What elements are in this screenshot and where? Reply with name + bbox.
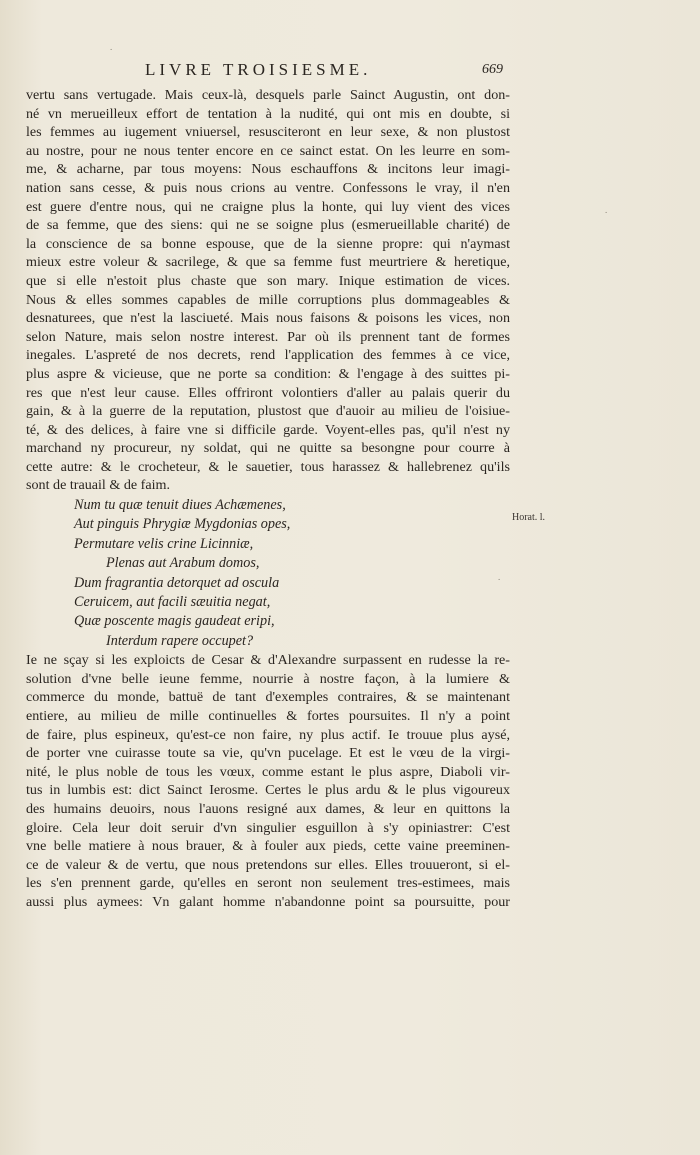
text-line: marchand ny procureur, ny soldat, qui ne quitte sa besongne pour courre à	[26, 440, 510, 457]
text-line: sont de trauail & de faim.	[26, 477, 171, 494]
verse-line: Ceruicem, aut facili sæuitia negat,	[74, 594, 271, 611]
text-line: la conscience de sa bonne espouse, que de la sienne propre: qui n'aymast	[26, 235, 510, 252]
text-line: solution d'vne belle ieune femme, nourrie à nostre façon, à la lumiere &	[26, 670, 510, 687]
text-line: au nostre, pour ne nous tenter encore en ce sainct estat. On les leurre en som-	[26, 142, 510, 159]
latin-verse-quote	[26, 495, 510, 651]
text-line: les s'en prennent garde, qu'elles en seront non seulement tres-estimees, mais	[26, 875, 510, 892]
text-line: ce de valeur & de vertu, que nous pretendons sur elles. Elles trouueront, si el-	[26, 856, 510, 873]
text-line: de faire, plus espineux, qu'est-ce non faire, ny plus actif. Ie trouue plus aysé,	[26, 726, 510, 743]
text-line: selon Nature, mais selon nostre interest. Par où ils prennent tant de formes	[26, 328, 510, 345]
verse-line: Num tu quæ tenuit diues Achæmenes,	[74, 497, 286, 514]
paragraph-1	[26, 86, 510, 495]
text-line: tus in lumbis est: dict Sainct Ierosme. Certes le plus ardu & le plus vigoureux	[26, 782, 510, 799]
text-line: res que n'est leur cause. Elles offriront volontiers d'aller au palais querir du	[26, 384, 510, 401]
text-line: vne belle matiere à nous brauer, & à fouler aux pieds, cette vaine preeminen-	[26, 838, 510, 855]
verse-line: Quæ poscente magis gaudeat eripi,	[74, 613, 275, 630]
text-line: que si elle n'estoit plus chaste que son mary. Inique estimation de vices.	[26, 272, 510, 289]
verse-line: Dum fragrantia detorquet ad oscula	[74, 574, 280, 591]
text-line: de sa femme, que des siens: qui ne se soigne plus (esmerueillable charité) de	[26, 217, 510, 234]
text-line: me, & acharne, par tous moyens: Nous eschauffons & incitons leur imagi-	[26, 161, 510, 178]
body-text	[26, 86, 510, 912]
paragraph-2	[26, 651, 510, 911]
running-title: LIVRE TROISIESME.	[145, 60, 372, 79]
text-line: né vn merueilleux effort de tentation à la nudité, qui ont mis en doubte, si	[26, 105, 510, 122]
text-line: gloire. Cela leur doit seruir d'vn singulier esguillon à s'y opiniastrer: C'est	[26, 819, 510, 836]
text-line: commerce du monde, battuë de tant d'exemples contraires, & se maintenant	[26, 689, 510, 706]
text-line: nité, le plus noble de tous les vœux, comme estant le plus aspre, Diaboli vir-	[26, 763, 510, 780]
text-line: mieux estre voleur & sacrilege, & que sa femme fust meurtriere & heretique,	[26, 254, 510, 271]
page-number: 669	[482, 62, 503, 77]
text-line: aussi plus aymees: Vn galant homme n'abandonne point sa poursuitte, pour	[26, 893, 510, 910]
page-header	[20, 60, 520, 82]
ink-speck: .	[605, 205, 608, 215]
text-line: gain, & à la guerre de la reputation, plustost que d'auoir au milieu de l'oisiue-	[26, 403, 510, 420]
verse-line: Aut pinguis Phrygiæ Mygdonias opes,	[74, 516, 291, 533]
verse-line: Interdum rapere occupet?	[106, 632, 254, 649]
text-line: des humains deuoirs, nous l'auons resigné aux dames, & leur en quittons la	[26, 800, 510, 817]
ink-speck: .	[498, 572, 501, 582]
text-line: cette autre: & le crocheteur, & le sauetier, tous harassez & hallebrenez qu'ils	[26, 458, 510, 475]
text-line: Nous & elles sommes capables de mille corruptions plus dommageables &	[26, 291, 510, 308]
text-line: nation sans cesse, & puis nous crions au ventre. Confessons le vray, il n'en	[26, 179, 510, 196]
text-line: les femmes au iugement vniuersel, resusciteront en leur sexe, & non plustost	[26, 124, 510, 141]
text-line: vertu sans vertugade. Mais ceux-là, desquels parle Sainct Augustin, ont don-	[26, 87, 510, 103]
text-line: entiere, au milieu de mille continuelles & fortes poursuites. Il n'y a point	[26, 707, 510, 724]
verse-line: Plenas aut Arabum domos,	[106, 555, 260, 572]
text-line: de porter vne cuirasse toute sa vie, qu'vn pucelage. Et est le vœu de la virgi-	[26, 745, 510, 762]
text-line: inegales. L'aspreté de nos decrets, rend l'application des femmes à ce vice,	[26, 347, 510, 364]
text-line: plus aspre & vicieuse, que ne porte sa condition: & l'engage à des suittes pi-	[26, 365, 510, 382]
ink-speck: .	[110, 42, 113, 52]
text-line: desnaturees, que n'est la lasciueté. Mais nous faisons & poisons les vices, non	[26, 310, 510, 327]
marginal-note: Horat. l.	[512, 512, 546, 523]
text-line: té, & des delices, à faire vne si difficile garde. Voyent-elles pas, qu'il n'est ny	[26, 421, 510, 438]
text-line: Ie ne sçay si les exploicts de Cesar & d'Alexandre surpassent en rudesse la re-	[26, 652, 510, 669]
verse-line: Permutare velis crine Licinniæ,	[74, 535, 254, 552]
text-line: est guere d'entre nous, qui ne craigne plus la honte, qui luy vient des vices	[26, 198, 510, 215]
